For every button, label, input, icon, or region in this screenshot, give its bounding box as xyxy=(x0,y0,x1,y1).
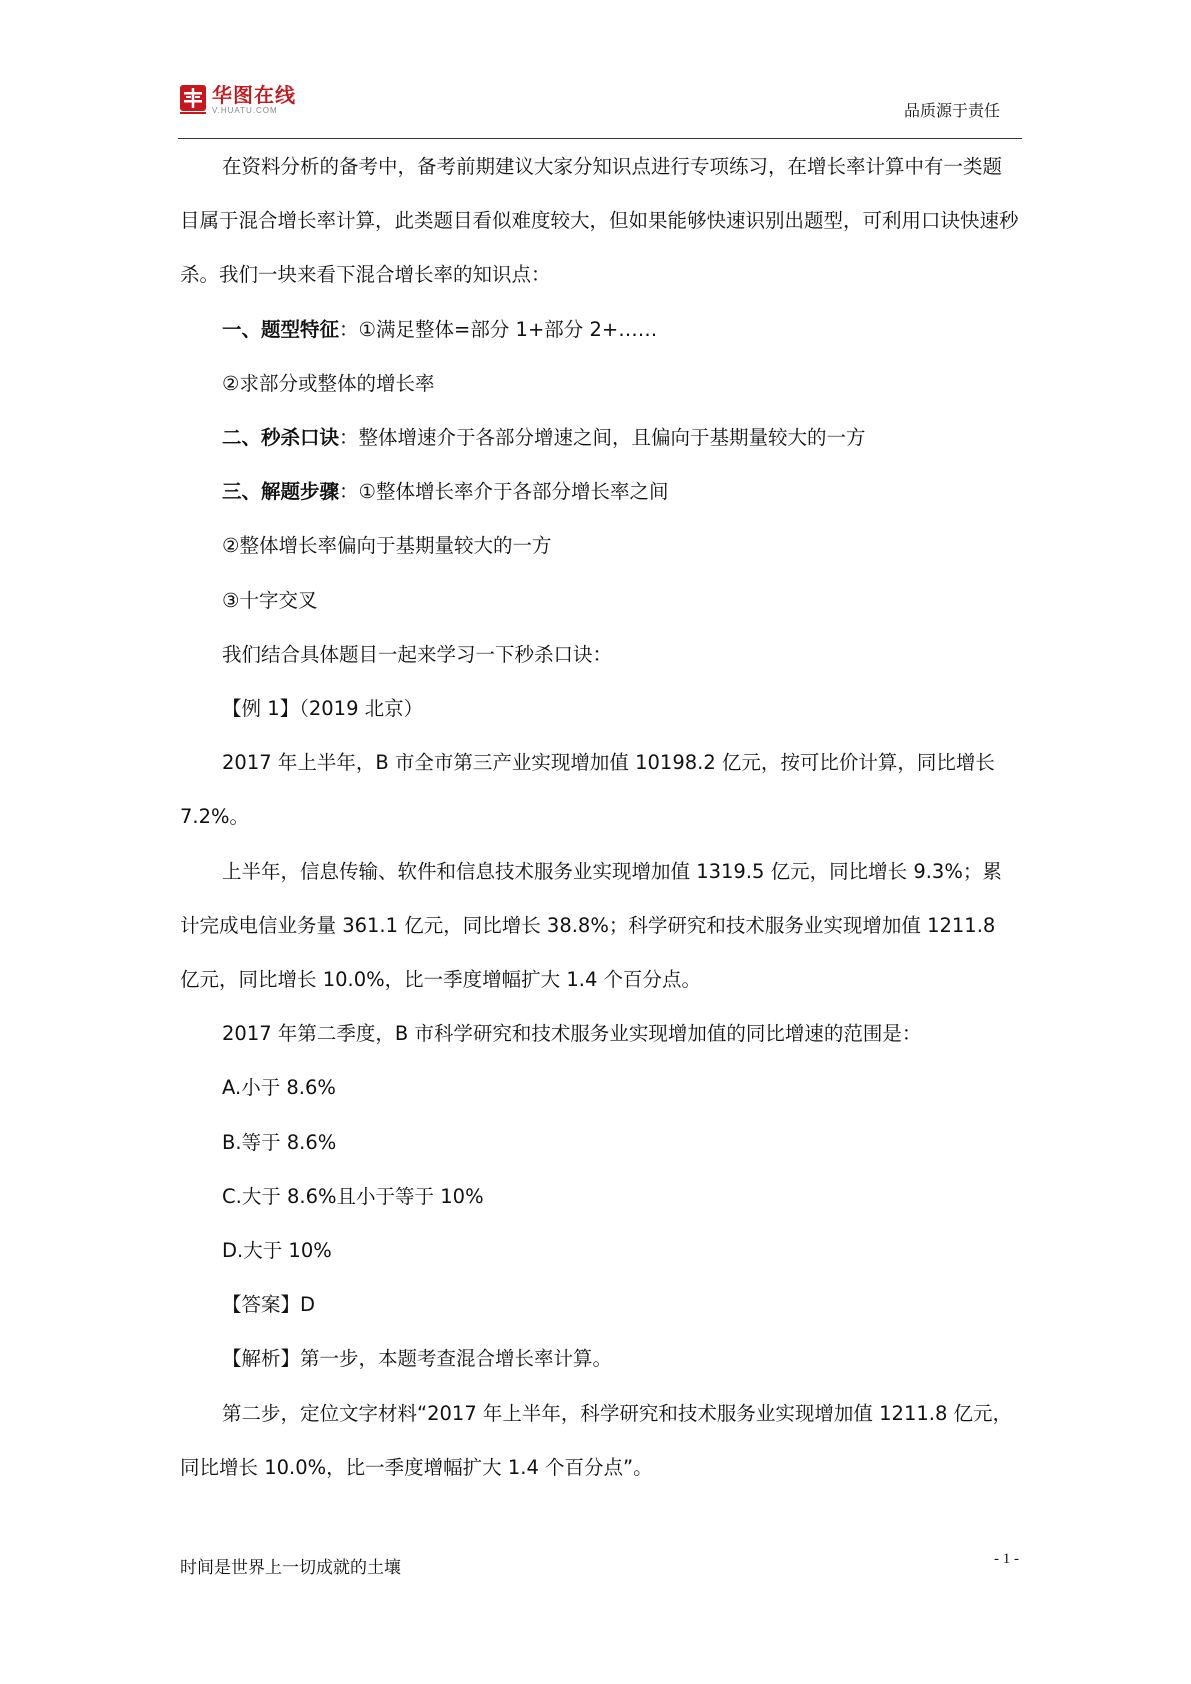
header-slogan: 品质源于责任 xyxy=(903,101,1000,120)
section-3-heading: 三、解题步骤 xyxy=(222,480,340,504)
section-1-line-2: ②求部分或整体的增长率 xyxy=(222,371,435,395)
analysis-step-1: 【解析】第一步，本题考查混合增长率计算。 xyxy=(222,1347,613,1371)
section-1-heading: 一、题型特征 xyxy=(222,317,340,341)
section-3-text: ：①整体增长率介于各部分增长率之间 xyxy=(339,480,669,504)
footer-motto: 时间是世界上一切成就的土壤 xyxy=(180,1558,401,1578)
logo-url: V.HUATU.COM xyxy=(212,106,278,115)
option-b: B.等于 8.6% xyxy=(222,1130,337,1154)
section-3-line-3: ③十字交叉 xyxy=(222,588,318,612)
option-d: D.大于 10% xyxy=(222,1239,332,1263)
huatu-logo xyxy=(180,84,296,115)
material-paragraph-1: 2017 年上半年，B 市全市第三产业实现增加值 10198.2 亿元，按可比价计算，同比增长 7.2%。 xyxy=(180,751,995,829)
document-body xyxy=(180,140,1020,1495)
section-1 xyxy=(180,303,1020,357)
option-a: A.小于 8.6% xyxy=(222,1076,336,1100)
page-number: - 1 - xyxy=(994,1551,1019,1567)
option-c: C.大于 8.6%且小于等于 10% xyxy=(222,1184,484,1208)
lead-paragraph: 我们结合具体题目一起来学习一下秒杀口诀： xyxy=(222,642,613,666)
page-header xyxy=(180,80,1020,140)
question-text: 2017 年第二季度，B 市科学研究和技术服务业实现增加值的同比增速的范围是： xyxy=(222,1022,922,1046)
header-divider xyxy=(178,138,1022,139)
intro-paragraph: 在资料分析的备考中，备考前期建议大家分知识点进行专项练习，在增长率计算中有一类题目属于混合增长率计算，此类题目看似难度较大，但如果能够快速识别出题型，可利用口诀快速秒杀。我们一块来看下混合增长率的知识点： xyxy=(180,155,1019,287)
example-title: 【例 1】（2019 北京） xyxy=(222,697,424,721)
section-1-text: ：①满足整体=部分 1+部分 2+…… xyxy=(339,317,658,341)
huatu-logo-icon xyxy=(180,85,206,115)
section-2-heading: 二、秒杀口诀 xyxy=(222,426,340,450)
logo-name: 华图在线 xyxy=(212,83,296,107)
section-3-line-2: ②整体增长率偏向于基期量较大的一方 xyxy=(222,534,552,558)
answer: 【答案】D xyxy=(222,1293,316,1317)
analysis-step-2: 第二步，定位文字材料“2017 年上半年，科学研究和技术服务业实现增加值 1211.8 亿元，同比增长 10.0%，比一季度增幅扩大 1.4 个百分点”。 xyxy=(180,1401,1013,1479)
section-3 xyxy=(180,465,1020,519)
material-paragraph-2: 上半年，信息传输、软件和信息技术服务业实现增加值 1319.5 亿元，同比增长 9.3%；累计完成电信业务量 361.1 亿元，同比增长 38.8%；科学研究和技术服务业实现增加值 1211.8 亿元，同比增长 10.0%，比一季度增幅扩大 1.4 个百分点。 xyxy=(180,859,1002,992)
section-2-text: ：整体增速介于各部分增速之间，且偏向于基期量较大的一方 xyxy=(339,426,866,450)
section-2 xyxy=(180,411,1020,465)
